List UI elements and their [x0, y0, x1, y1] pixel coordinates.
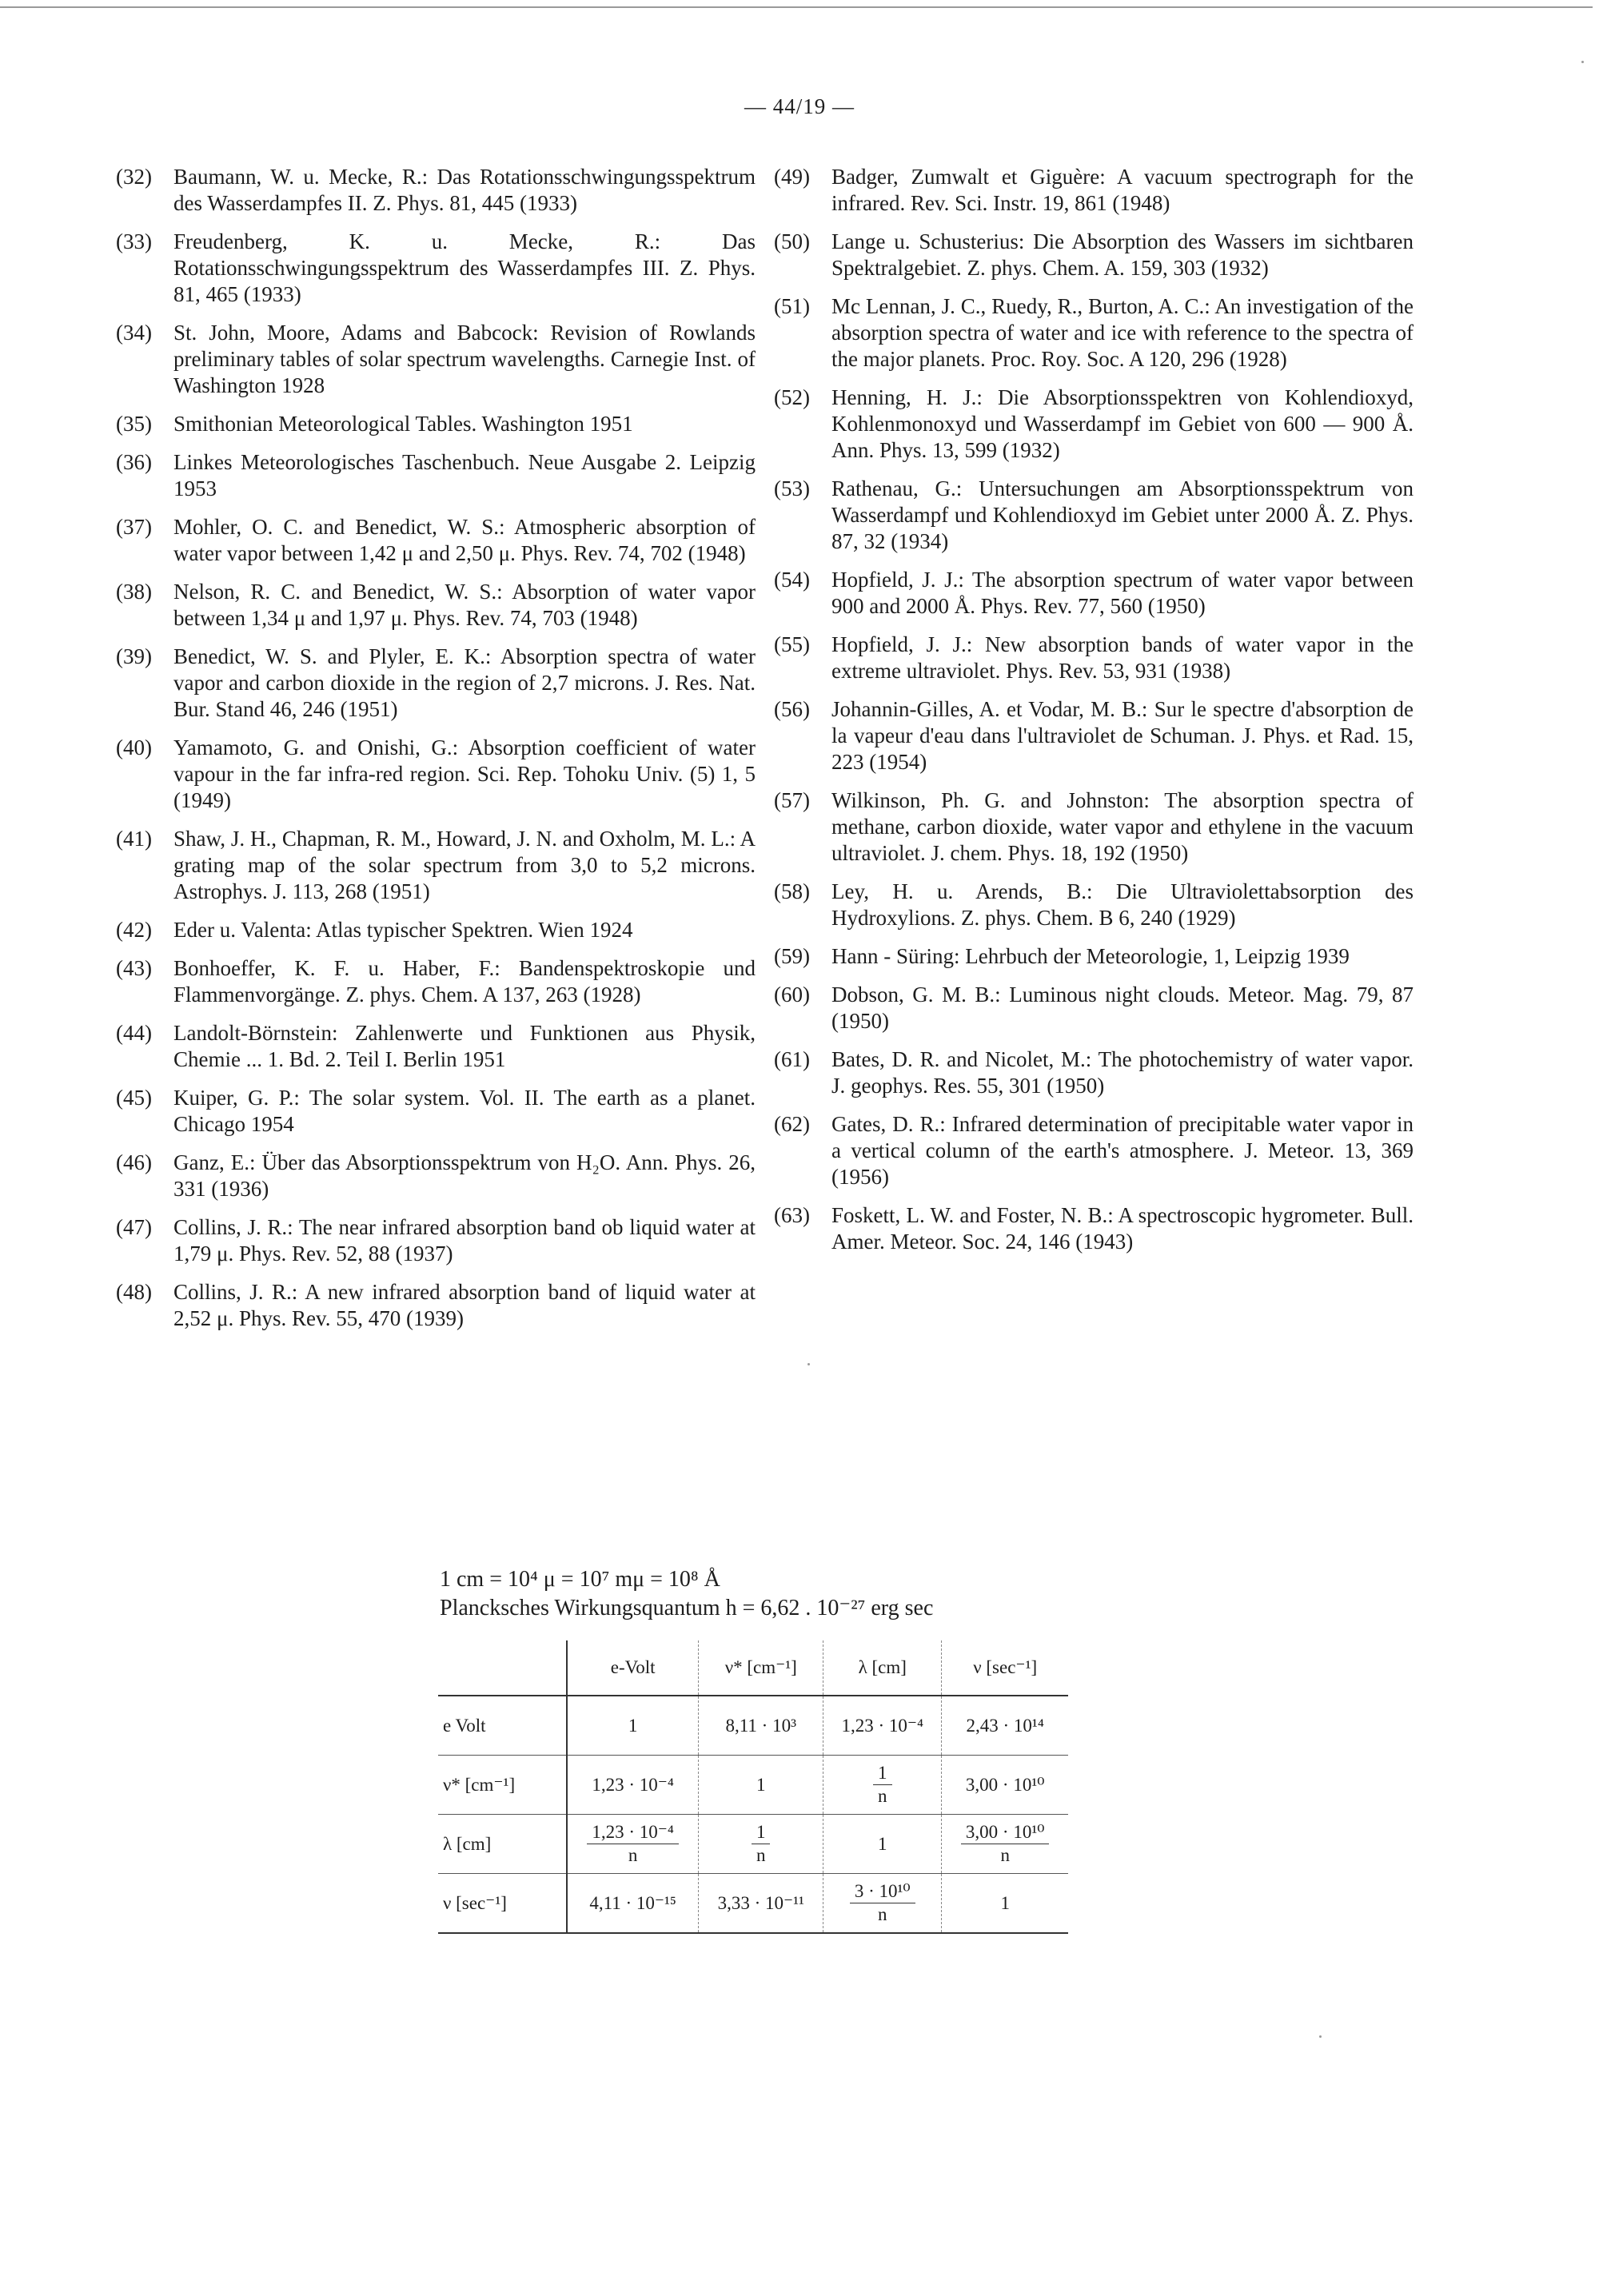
reference-text: Ganz, E.: Über das Absorptionsspektrum von H₂O. Ann. Phys. 26, 331 (1936): [173, 1150, 756, 1201]
reference-entry: [116, 735, 756, 814]
reference-number: (63): [774, 1203, 810, 1227]
reference-entry: [116, 229, 756, 308]
fraction-denominator: n: [756, 1845, 766, 1865]
fraction-numerator: 1: [752, 1821, 771, 1844]
reference-number: (37): [116, 515, 152, 539]
reference-number: (35): [116, 412, 152, 436]
table-cell: [823, 1874, 942, 1934]
fraction-denominator: n: [878, 1904, 887, 1924]
reference-entry: [116, 579, 756, 632]
scan-speck: [1319, 2035, 1322, 2038]
fraction-numerator: 1,23 · 10⁻⁴: [587, 1821, 679, 1844]
table-cell: [823, 1756, 942, 1815]
fraction: [752, 1821, 771, 1867]
fraction-denominator: n: [628, 1845, 638, 1865]
reference-number: (34): [116, 321, 152, 345]
fraction-denominator: n: [878, 1786, 887, 1806]
reference-number: (60): [774, 983, 810, 1006]
fraction: [587, 1821, 679, 1867]
scan-speck: [1581, 61, 1584, 63]
table-cell: [699, 1815, 823, 1874]
reference-text: Mohler, O. C. and Benedict, W. S.: Atmospheric absorption of water vapor between 1,42 μ and 2,50 μ. Phys. Rev. 74, 702 (1948): [173, 515, 756, 565]
reference-text: Baumann, W. u. Mecke, R.: Das Rotationsschwingungsspektrum des Wasserdampfes II. Z. Phys. 81, 445 (1933): [173, 165, 756, 215]
reference-number: (43): [116, 956, 152, 980]
length-conversion-line: 1 cm = 10⁴ μ = 10⁷ mμ = 10⁸ Å: [440, 1567, 720, 1592]
reference-text: Rathenau, G.: Untersuchungen am Absorptionsspektrum von Wasserdampf und Kohlendioxyd im Gebiet unter 2000 Å. Z. Phys. 87, 32 (1934): [831, 476, 1414, 553]
reference-text: Shaw, J. H., Chapman, R. M., Howard, J. N. and Oxholm, M. L.: A grating map of the solar spectrum from 3,0 to 5,2 microns. Astrophys. J. 113, 268 (1951): [173, 827, 756, 903]
reference-text: Yamamoto, G. and Onishi, G.: Absorption coefficient of water vapour in the far infra-red region. Sci. Rep. Tohoku Univ. (5) 1, 5 (1949): [173, 735, 756, 812]
reference-text: Collins, J. R.: A new infrared absorption band of liquid water at 2,52 μ. Phys. Rev. 55, 470 (1939): [173, 1280, 756, 1330]
reference-number: (54): [774, 568, 810, 592]
reference-number: (48): [116, 1280, 152, 1304]
reference-number: (47): [116, 1215, 152, 1239]
table-header-cell: ν [sec⁻¹]: [942, 1640, 1068, 1696]
scan-speck: [807, 1363, 810, 1365]
reference-entry: [774, 1202, 1414, 1255]
reference-number: (32): [116, 165, 152, 189]
table-cell: 1: [567, 1696, 699, 1756]
table-header-cell: [438, 1640, 567, 1696]
reference-text: Benedict, W. S. and Plyler, E. K.: Absorption spectra of water vapor and carbon dioxide in the region of 2,7 microns. J. Res. Nat. Bur. Stand 46, 246 (1951): [173, 644, 756, 721]
reference-text: Badger, Zumwalt et Giguère: A vacuum spectrograph for the infrared. Rev. Sci. Instr. 19, 861 (1948): [831, 165, 1414, 215]
reference-entry: [774, 1111, 1414, 1190]
reference-entry: [116, 514, 756, 567]
reference-entry: [116, 411, 756, 437]
reference-entry: [116, 1020, 756, 1073]
reference-number: (52): [774, 385, 810, 409]
reference-entry: [116, 1214, 756, 1267]
fraction: [961, 1821, 1050, 1867]
reference-entry: [116, 1279, 756, 1332]
table-cell: 1: [942, 1874, 1068, 1934]
reference-number: (57): [774, 788, 810, 812]
table-cell: [942, 1815, 1068, 1874]
reference-text: Hopfield, J. J.: New absorption bands of water vapor in the extreme ultraviolet. Phys. Rev. 53, 931 (1938): [831, 632, 1414, 683]
reference-entry: [116, 1150, 756, 1202]
reference-number: (42): [116, 918, 152, 942]
reference-text: Kuiper, G. P.: The solar system. Vol. II. The earth as a planet. Chicago 1954: [173, 1086, 756, 1136]
reference-number: (44): [116, 1021, 152, 1045]
reference-entry: [116, 320, 756, 399]
fraction-numerator: 3 · 10¹⁰: [850, 1880, 915, 1903]
table-row-label: ν [sec⁻¹]: [438, 1874, 567, 1934]
reference-entry: [116, 164, 756, 217]
reference-entry: [774, 385, 1414, 464]
reference-number: (55): [774, 632, 810, 656]
table-row: [438, 1815, 1068, 1874]
reference-number: (38): [116, 580, 152, 604]
references-left-column: [116, 164, 756, 1344]
fraction: [873, 1762, 892, 1808]
table-row-label: λ [cm]: [438, 1815, 567, 1874]
reference-text: Freudenberg, K. u. Mecke, R.: Das Rotationsschwingungsspektrum des Wasserdampfes III. Z. Phys. 81, 465 (1933): [173, 229, 756, 306]
reference-entry: [774, 567, 1414, 620]
reference-entry: [774, 293, 1414, 373]
reference-number: (62): [774, 1112, 810, 1136]
reference-entry: [774, 632, 1414, 684]
table-header-cell: ν* [cm⁻¹]: [699, 1640, 823, 1696]
table-header-cell: λ [cm]: [823, 1640, 942, 1696]
reference-number: (53): [774, 476, 810, 500]
reference-entry: [116, 955, 756, 1008]
reference-number: (45): [116, 1086, 152, 1110]
table-row: [438, 1874, 1068, 1934]
reference-entry: [774, 1046, 1414, 1099]
table-row: [438, 1696, 1068, 1756]
reference-number: (51): [774, 294, 810, 318]
fraction: [850, 1880, 915, 1926]
reference-text: Gates, D. R.: Infrared determination of precipitable water vapor in a vertical column of the earth's atmosphere. J. Meteor. 13, 369 (1956): [831, 1112, 1414, 1189]
reference-entry: [774, 164, 1414, 217]
table-cell: 1: [699, 1756, 823, 1815]
fraction-numerator: 3,00 · 10¹⁰: [961, 1821, 1050, 1844]
unit-conversion-block: [440, 1565, 1079, 1623]
reference-entry: [116, 917, 756, 943]
table-cell: 4,11 · 10⁻¹⁵: [567, 1874, 699, 1934]
table-cell: 2,43 · 10¹⁴: [942, 1696, 1068, 1756]
reference-text: Hopfield, J. J.: The absorption spectrum of water vapor between 900 and 2000 Å. Phys. Rev. 77, 560 (1950): [831, 568, 1414, 618]
table-row: [438, 1756, 1068, 1815]
reference-text: Eder u. Valenta: Atlas typischer Spektren. Wien 1924: [173, 918, 633, 942]
planck-constant-line: Plancksches Wirkungsquantum h = 6,62 . 10⁻²⁷ erg sec: [440, 1596, 934, 1620]
page-number: — 44/19 —: [744, 94, 855, 118]
reference-text: Foskett, L. W. and Foster, N. B.: A spectroscopic hygrometer. Bull. Amer. Meteor. Soc. 24, 146 (1943): [831, 1203, 1414, 1254]
reference-number: (58): [774, 879, 810, 903]
reference-number: (61): [774, 1047, 810, 1071]
reference-entry: [774, 982, 1414, 1034]
reference-text: Ley, H. u. Arends, B.: Die Ultraviolettabsorption des Hydroxylions. Z. phys. Chem. B 6, 240 (1929): [831, 879, 1414, 930]
references-right-column: [774, 164, 1414, 1267]
table-header-cell: e-Volt: [567, 1640, 699, 1696]
reference-number: (49): [774, 165, 810, 189]
reference-text: Wilkinson, Ph. G. and Johnston: The absorption spectra of methane, carbon dioxide, water vapor and ethylene in the vacuum ultraviolet. J. chem. Phys. 18, 192 (1950): [831, 788, 1414, 865]
table-cell: 3,00 · 10¹⁰: [942, 1756, 1068, 1815]
table-row-label: ν* [cm⁻¹]: [438, 1756, 567, 1815]
reference-entry: [116, 1085, 756, 1138]
table-cell: 1,23 · 10⁻⁴: [567, 1756, 699, 1815]
reference-number: (46): [116, 1150, 152, 1174]
table-cell: 8,11 · 10³: [699, 1696, 823, 1756]
reference-text: Collins, J. R.: The near infrared absorption band ob liquid water at 1,79 μ. Phys. Rev. 52, 88 (1937): [173, 1215, 756, 1266]
reference-entry: [774, 879, 1414, 931]
table-row-label: e Volt: [438, 1696, 567, 1756]
reference-number: (39): [116, 644, 152, 668]
reference-text: Dobson, G. M. B.: Luminous night clouds. Meteor. Mag. 79, 87 (1950): [831, 983, 1414, 1033]
reference-number: (50): [774, 229, 810, 253]
reference-entry: [774, 476, 1414, 555]
reference-text: Johannin-Gilles, A. et Vodar, M. B.: Sur le spectre d'absorption de la vapeur d'eau dans l'ultraviolet de Schuman. J. Phys. et Rad. 15, 223 (1954): [831, 697, 1414, 774]
table-cell: [567, 1815, 699, 1874]
reference-text: Linkes Meteorologisches Taschenbuch. Neue Ausgabe 2. Leipzig 1953: [173, 450, 756, 500]
reference-number: (40): [116, 735, 152, 759]
fraction-numerator: 1: [873, 1762, 892, 1785]
table-cell: 3,33 · 10⁻¹¹: [699, 1874, 823, 1934]
reference-text: Lange u. Schusterius: Die Absorption des Wassers im sichtbaren Spektralgebiet. Z. phys. Chem. A. 159, 303 (1932): [831, 229, 1414, 280]
table-cell: 1,23 · 10⁻⁴: [823, 1696, 942, 1756]
reference-entry: [116, 644, 756, 723]
reference-text: Bates, D. R. and Nicolet, M.: The photochemistry of water vapor. J. geophys. Res. 55, 301 (1950): [831, 1047, 1414, 1098]
reference-text: Nelson, R. C. and Benedict, W. S.: Absorption of water vapor between 1,34 μ and 1,97 μ. Phys. Rev. 74, 703 (1948): [173, 580, 756, 630]
reference-text: Bonhoeffer, K. F. u. Haber, F.: Bandenspektroskopie und Flammenvorgänge. Z. phys. Chem. A 137, 263 (1928): [173, 956, 756, 1006]
reference-number: (56): [774, 697, 810, 721]
reference-text: Hann - Süring: Lehrbuch der Meteorologie, 1, Leipzig 1939: [831, 944, 1350, 968]
reference-text: Mc Lennan, J. C., Ruedy, R., Burton, A. C.: An investigation of the absorption spectra of water and ice with reference to the spectra of the major planets. Proc. Roy. Soc. A 120, 296 (1928): [831, 294, 1414, 371]
reference-entry: [774, 229, 1414, 281]
reference-entry: [116, 449, 756, 502]
reference-number: (33): [116, 229, 152, 253]
reference-number: (41): [116, 827, 152, 851]
reference-number: (36): [116, 450, 152, 474]
table-cell: 1: [823, 1815, 942, 1874]
reference-text: Landolt-Börnstein: Zahlenwerte und Funktionen aus Physik, Chemie ... 1. Bd. 2. Teil I. Berlin 1951: [173, 1021, 756, 1071]
top-border-rule: [0, 6, 1593, 8]
reference-entry: [774, 787, 1414, 867]
reference-number: (59): [774, 944, 810, 968]
reference-text: Smithonian Meteorological Tables. Washington 1951: [173, 412, 633, 436]
reference-text: Henning, H. J.: Die Absorptionsspektren von Kohlendioxyd, Kohlenmonoxyd und Wasserdampf im Gebiet von 600 — 900 Å. Ann. Phys. 13, 599 (1932): [831, 385, 1414, 462]
fraction-denominator: n: [1000, 1845, 1010, 1865]
reference-entry: [774, 943, 1414, 970]
unit-conversion-table: [438, 1640, 1068, 1934]
reference-entry: [774, 696, 1414, 775]
table-header-row: [438, 1640, 1068, 1696]
reference-entry: [116, 826, 756, 905]
reference-text: St. John, Moore, Adams and Babcock: Revision of Rowlands preliminary tables of solar spectrum wavelengths. Carnegie Inst. of Washington 1928: [173, 321, 756, 397]
